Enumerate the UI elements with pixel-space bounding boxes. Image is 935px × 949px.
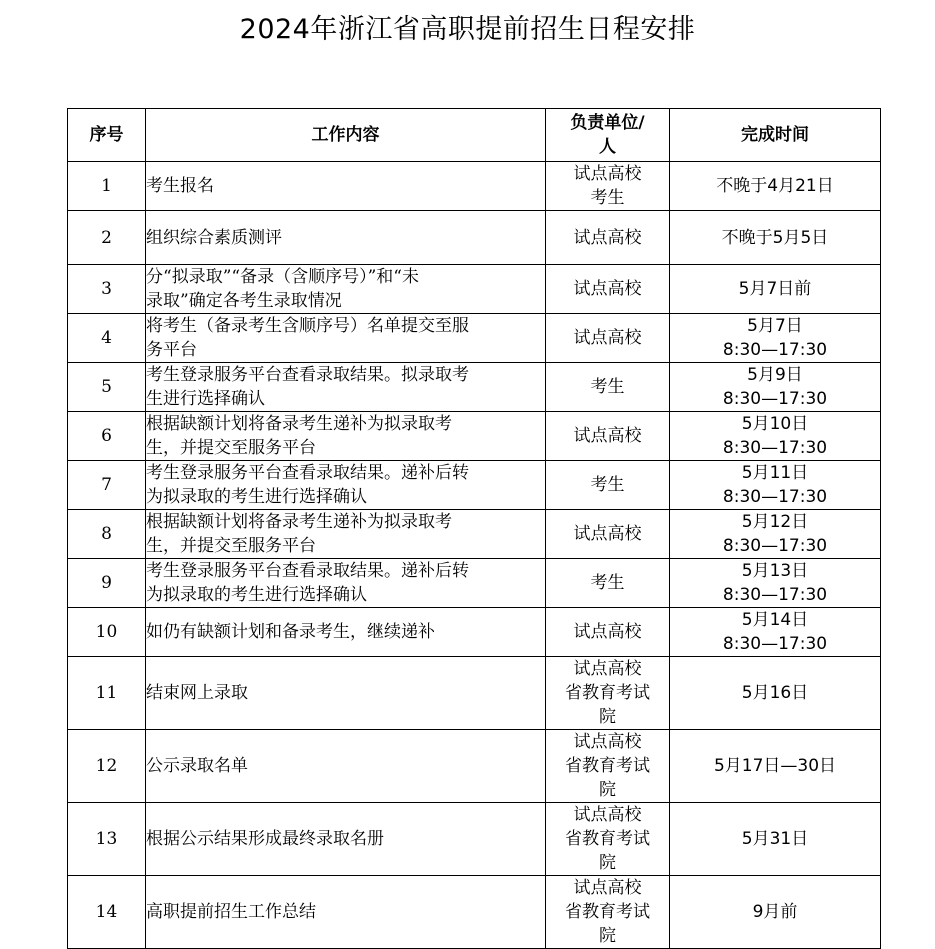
work-content-cell [146, 657, 546, 730]
work-content-line: 考生登录服务平台查看录取结果。递补后转 [146, 463, 469, 483]
completion-time-cell [670, 412, 881, 461]
completion-time-line: 5月14日 [741, 610, 809, 630]
completion-time-cell [670, 608, 881, 657]
work-content-cell [146, 461, 546, 510]
responsible-unit-line: 省教育考试 [565, 902, 650, 922]
work-content-line: 根据公示结果形成最终录取名册 [146, 829, 384, 849]
responsible-unit-line: 试点高校 [573, 622, 642, 642]
work-content-line: 为拟录取的考生进行选择确认 [146, 585, 367, 605]
responsible-unit-cell [546, 412, 670, 461]
row-number: 9 [68, 559, 146, 608]
work-content-line: 组织综合素质测评 [146, 227, 282, 248]
completion-time-line: 8:30—17:30 [722, 389, 828, 409]
responsible-unit-cell [546, 559, 670, 608]
row-number: 12 [68, 730, 146, 803]
completion-time-line: 不晚于4月21日 [716, 176, 834, 196]
row-number: 5 [68, 363, 146, 412]
responsible-unit-line: 试点高校 [573, 878, 642, 898]
responsible-unit-cell [546, 211, 670, 265]
completion-time-line: 5月7日前 [738, 279, 812, 299]
work-content-cell [146, 730, 546, 803]
completion-time-line: 5月31日 [741, 829, 809, 849]
responsible-unit-line: 试点高校 [573, 227, 642, 248]
completion-time-cell [670, 657, 881, 730]
work-content-line: 务平台 [146, 340, 197, 360]
completion-time-line: 8:30—17:30 [722, 585, 828, 605]
work-content-cell [146, 412, 546, 461]
page-title: 2024年浙江省高职提前招生日程安排 [239, 14, 696, 45]
work-content-cell [146, 314, 546, 363]
table-row [68, 559, 881, 608]
work-content-cell [146, 510, 546, 559]
completion-time-cell [670, 876, 881, 949]
work-content-line: 录取”确定各考生录取情况 [146, 291, 342, 311]
work-content-line: 如仍有缺额计划和备录考生，继续递补 [146, 622, 435, 642]
completion-time-line: 8:30—17:30 [722, 438, 828, 458]
responsible-unit-line: 试点高校 [573, 426, 642, 446]
completion-time-line: 8:30—17:30 [722, 340, 828, 360]
row-number: 7 [68, 461, 146, 510]
responsible-unit-line: 试点高校 [573, 164, 642, 184]
completion-time-line: 5月16日 [741, 683, 809, 703]
completion-time-cell [670, 162, 881, 211]
header-row [68, 109, 881, 162]
responsible-unit-line: 试点高校 [573, 328, 642, 348]
responsible-unit-line: 省教育考试 [565, 756, 650, 776]
completion-time-cell [670, 211, 881, 265]
header-unit-line1: 负责单位/ [570, 113, 645, 133]
work-content-line: 公示录取名单 [146, 756, 248, 776]
table-row [68, 412, 881, 461]
completion-time-cell [670, 559, 881, 608]
table-body [68, 162, 881, 949]
table-row [68, 461, 881, 510]
work-content-line: 结束网上录取 [146, 683, 248, 703]
table-row [68, 211, 881, 265]
header-time: 完成时间 [670, 109, 881, 162]
completion-time-cell [670, 363, 881, 412]
work-content-cell [146, 363, 546, 412]
row-number: 2 [68, 211, 146, 265]
completion-time-cell [670, 803, 881, 876]
responsible-unit-line: 试点高校 [573, 659, 642, 679]
completion-time-line: 9月前 [752, 902, 798, 922]
work-content-line: 考生登录服务平台查看录取结果。递补后转 [146, 561, 469, 581]
table-header [68, 109, 881, 162]
responsible-unit-line: 试点高校 [573, 279, 642, 299]
responsible-unit-cell [546, 314, 670, 363]
row-number: 4 [68, 314, 146, 363]
responsible-unit-line: 考生 [590, 188, 625, 208]
work-content-cell [146, 162, 546, 211]
table-row [68, 608, 881, 657]
table-row [68, 363, 881, 412]
responsible-unit-line: 院 [599, 853, 616, 873]
completion-time-line: 8:30—17:30 [722, 634, 828, 654]
responsible-unit-line: 试点高校 [573, 805, 642, 825]
responsible-unit-cell [546, 803, 670, 876]
completion-time-line: 5月10日 [741, 414, 809, 434]
completion-time-cell [670, 265, 881, 314]
work-content-cell [146, 559, 546, 608]
work-content-line: 考生登录服务平台查看录取结果。拟录取考 [146, 365, 469, 385]
work-content-cell [146, 608, 546, 657]
responsible-unit-line: 院 [599, 926, 616, 946]
responsible-unit-cell [546, 461, 670, 510]
completion-time-line: 5月11日 [741, 463, 809, 483]
responsible-unit-line: 考生 [590, 377, 625, 397]
responsible-unit-cell [546, 265, 670, 314]
work-content-line: 高职提前招生工作总结 [146, 902, 316, 922]
row-number: 8 [68, 510, 146, 559]
work-content-cell [146, 211, 546, 265]
header-content: 工作内容 [146, 109, 546, 162]
table-row [68, 730, 881, 803]
completion-time-line: 5月17日—30日 [713, 756, 837, 776]
responsible-unit-line: 省教育考试 [565, 683, 650, 703]
row-number: 10 [68, 608, 146, 657]
row-number: 13 [68, 803, 146, 876]
work-content-line: 根据缺额计划将备录考生递补为拟录取考 [146, 512, 452, 532]
work-content-cell [146, 265, 546, 314]
row-number: 6 [68, 412, 146, 461]
schedule-table [67, 108, 881, 949]
row-number: 1 [68, 162, 146, 211]
responsible-unit-cell [546, 162, 670, 211]
responsible-unit-line: 考生 [590, 573, 625, 593]
completion-time-cell [670, 314, 881, 363]
responsible-unit-line: 考生 [590, 475, 625, 495]
responsible-unit-cell [546, 876, 670, 949]
completion-time-line: 8:30—17:30 [722, 536, 828, 556]
work-content-line: 考生报名 [146, 176, 214, 196]
row-number: 14 [68, 876, 146, 949]
completion-time-line: 5月13日 [741, 561, 809, 581]
work-content-line: 生，并提交至服务平台 [146, 438, 316, 458]
responsible-unit-line: 院 [599, 780, 616, 800]
table-row [68, 803, 881, 876]
responsible-unit-cell [546, 657, 670, 730]
completion-time-cell [670, 461, 881, 510]
header-unit-line2: 人 [599, 137, 616, 157]
table-row [68, 876, 881, 949]
completion-time-line: 5月7日 [747, 316, 803, 336]
responsible-unit-line: 试点高校 [573, 524, 642, 544]
table-row [68, 510, 881, 559]
responsible-unit-line: 院 [599, 707, 616, 727]
responsible-unit-cell [546, 730, 670, 803]
responsible-unit-line: 省教育考试 [565, 829, 650, 849]
completion-time-cell [670, 510, 881, 559]
work-content-cell [146, 803, 546, 876]
work-content-line: 生，并提交至服务平台 [146, 536, 316, 556]
work-content-line: 生进行选择确认 [146, 389, 265, 409]
work-content-line: 将考生（备录考生含顺序号）名单提交至服 [146, 316, 469, 336]
work-content-line: 为拟录取的考生进行选择确认 [146, 487, 367, 507]
completion-time-line: 5月12日 [741, 512, 809, 532]
work-content-line: 根据缺额计划将备录考生递补为拟录取考 [146, 414, 452, 434]
responsible-unit-cell [546, 363, 670, 412]
table-row [68, 162, 881, 211]
responsible-unit-cell [546, 608, 670, 657]
header-no: 序号 [68, 109, 146, 162]
row-number: 11 [68, 657, 146, 730]
table-row [68, 265, 881, 314]
completion-time-line: 不晚于5月5日 [721, 227, 829, 248]
completion-time-cell [670, 730, 881, 803]
responsible-unit-line: 试点高校 [573, 732, 642, 752]
table-row [68, 314, 881, 363]
work-content-cell [146, 876, 546, 949]
completion-time-line: 8:30—17:30 [722, 487, 828, 507]
table-row [68, 657, 881, 730]
completion-time-line: 5月9日 [747, 365, 803, 385]
header-unit [546, 109, 670, 162]
responsible-unit-cell [546, 510, 670, 559]
row-number: 3 [68, 265, 146, 314]
work-content-line: 分“拟录取”“备录（含顺序号）”和“未 [146, 267, 419, 287]
